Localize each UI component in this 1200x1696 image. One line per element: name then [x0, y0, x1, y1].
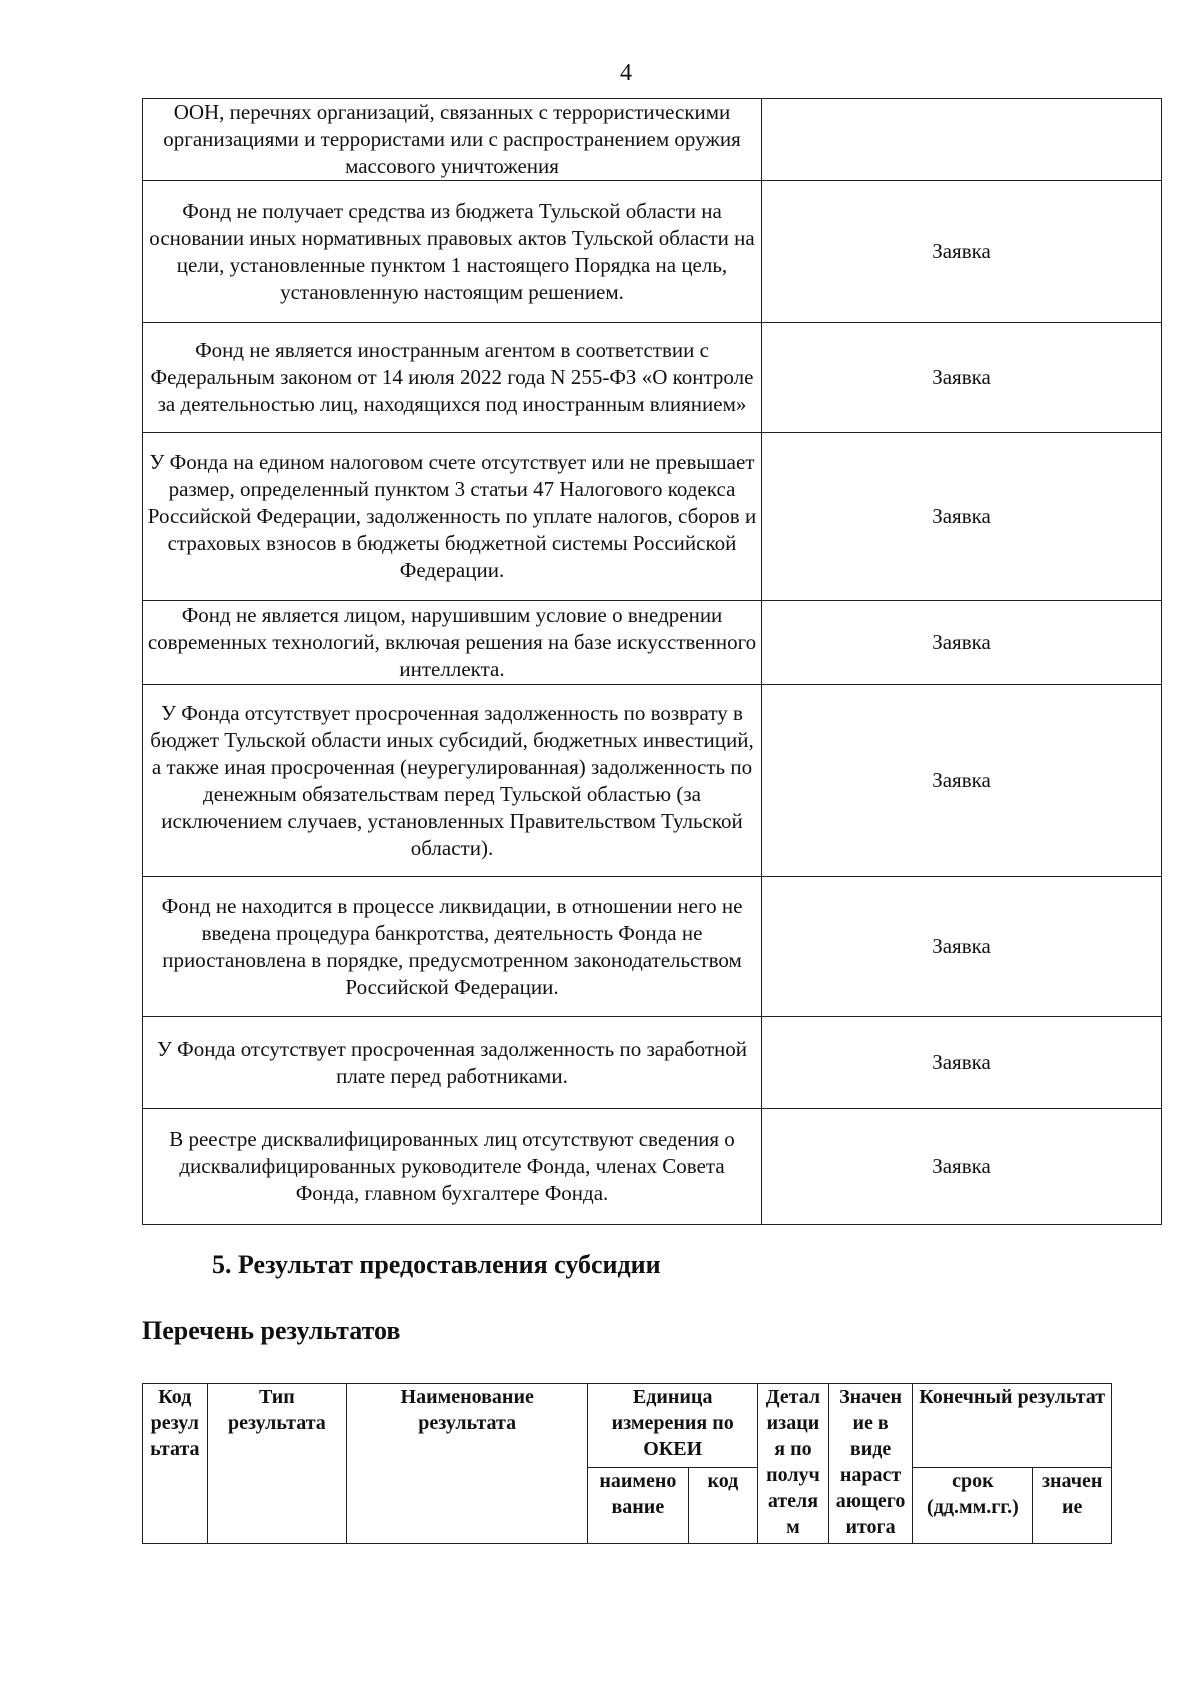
header-code: Код резул ьтата	[143, 1384, 208, 1544]
table-row	[143, 601, 1162, 685]
header-detail: Детал изаци я по получ ателя м	[758, 1384, 829, 1544]
document-cell: Заявка	[762, 181, 1162, 323]
subsection-title: Перечень результатов	[142, 1316, 401, 1345]
condition-cell: ООН, перечнях организаций, связанных с террористическими организациями и террористами или с распространением оружия массового уничтожения	[143, 99, 762, 181]
document-cell	[762, 99, 1162, 181]
table-row	[143, 181, 1162, 323]
table-row	[143, 1017, 1162, 1109]
table-row	[143, 99, 1162, 181]
document-cell: Заявка	[762, 877, 1162, 1017]
section-title: 5. Результат предоставления субсидии	[212, 1250, 661, 1279]
header-row	[143, 1384, 1112, 1468]
header-final: Конечный результат	[913, 1384, 1112, 1468]
header-final-value: значен ие	[1033, 1468, 1112, 1544]
document-cell: Заявка	[762, 323, 1162, 433]
condition-cell: Фонд не является лицом, нарушившим условие о внедрении современных технологий, включая решения на базе искусственного интеллекта.	[143, 601, 762, 685]
page-number: 4	[620, 60, 632, 86]
condition-cell: У Фонда отсутствует просроченная задолженность по заработной плате перед работниками.	[143, 1017, 762, 1109]
table-row	[143, 877, 1162, 1017]
table-row	[143, 1109, 1162, 1225]
table-row	[143, 323, 1162, 433]
table-row	[143, 685, 1162, 877]
condition-cell: В реестре дисквалифицированных лиц отсутствуют сведения о дисквалифицированных руководителе Фонда, членах Совета Фонда, главном бухгалтере Фонда.	[143, 1109, 762, 1225]
condition-cell: У Фонда отсутствует просроченная задолженность по возврату в бюджет Тульской области иных субсидий, бюджетных инвестиций, а также иная просроченная (неурегулированная) задолженность по денежным обязательствам перед Тульской областью (за исключением случаев, установленных Правительством Тульской области).	[143, 685, 762, 877]
header-unit-name: наимено вание	[588, 1468, 688, 1544]
condition-cell: Фонд не находится в процессе ликвидации, в отношении него не введена процедура банкротства, деятельность Фонда не приостановлена в порядке, предусмотренном законодательством Российской Федерации.	[143, 877, 762, 1017]
header-unit: Единица измерения по ОКЕИ	[588, 1384, 758, 1468]
header-cumulative: Значен ие в виде нараст ающего итога	[828, 1384, 913, 1544]
document-cell: Заявка	[762, 685, 1162, 877]
requirements-table	[142, 98, 1162, 1225]
document-cell: Заявка	[762, 1109, 1162, 1225]
header-unit-code: код	[688, 1468, 758, 1544]
header-name: Наименование результата	[347, 1384, 588, 1544]
results-table	[142, 1383, 1112, 1544]
condition-cell: Фонд не получает средства из бюджета Тульской области на основании иных нормативных правовых актов Тульской области на цели, установленные пунктом 1 настоящего Порядка на цель, установленную настоящим решением.	[143, 181, 762, 323]
header-final-term: срок (дд.мм.гг.)	[913, 1468, 1033, 1544]
header-type: Тип результата	[207, 1384, 347, 1544]
condition-cell: Фонд не является иностранным агентом в соответствии с Федеральным законом от 14 июля 2022 года N 255-ФЗ «О контроле за деятельностью лиц, находящихся под иностранным влиянием»	[143, 323, 762, 433]
condition-cell: У Фонда на едином налоговом счете отсутствует или не превышает размер, определенный пунктом 3 статьи 47 Налогового кодекса Российской Федерации, задолженность по уплате налогов, сборов и страховых взносов в бюджеты бюджетной системы Российской Федерации.	[143, 433, 762, 601]
document-cell: Заявка	[762, 433, 1162, 601]
document-cell: Заявка	[762, 1017, 1162, 1109]
table-row	[143, 433, 1162, 601]
document-cell: Заявка	[762, 601, 1162, 685]
